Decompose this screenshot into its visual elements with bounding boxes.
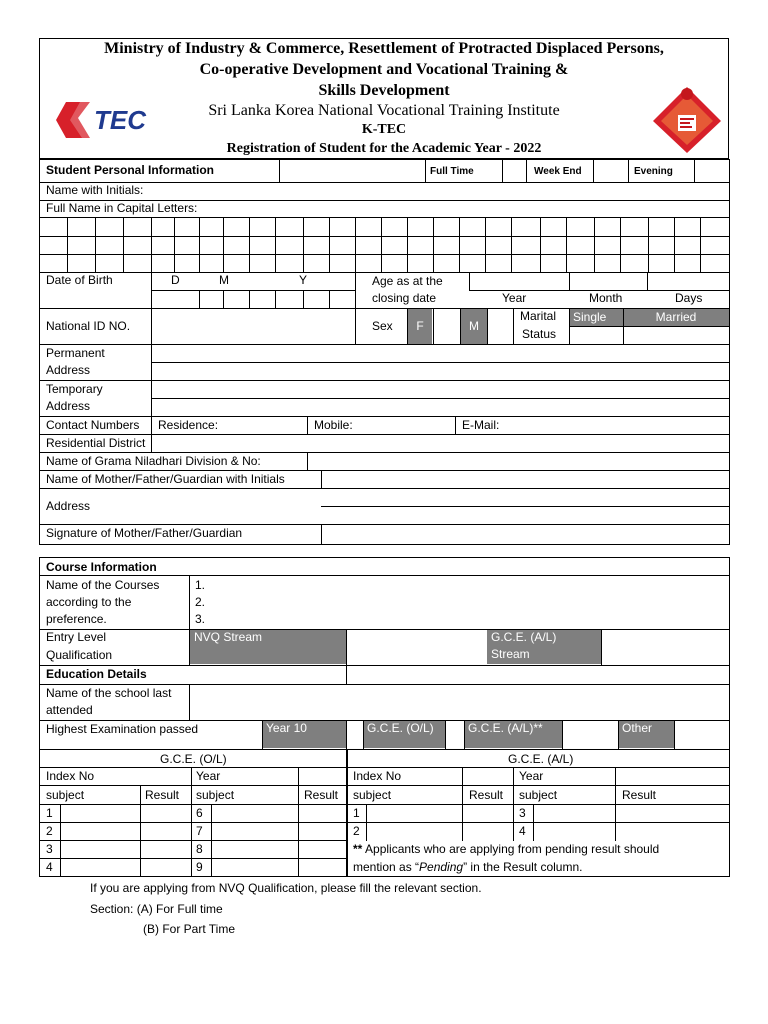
guardian-name-label: Name of Mother/Father/Guardian with Initials	[46, 472, 285, 486]
mobile-label: Mobile:	[314, 418, 353, 432]
ol-row-num: 3	[46, 842, 53, 856]
v-rule	[460, 308, 461, 345]
v-rule	[151, 217, 152, 273]
h-rule	[39, 822, 730, 823]
v-rule	[347, 749, 348, 877]
v-rule	[648, 217, 649, 273]
course-info-title: Course Information	[46, 560, 157, 574]
v-rule	[513, 767, 514, 841]
pending-note-text-b: mention as “	[353, 860, 420, 874]
email-label: E-Mail:	[462, 418, 500, 432]
h-rule	[39, 272, 730, 273]
v-rule	[189, 684, 190, 721]
h-rule	[39, 159, 730, 160]
v-rule	[502, 159, 503, 183]
dob-label: Date of Birth	[46, 273, 113, 287]
district-label: Residential District	[46, 436, 146, 450]
v-rule	[329, 217, 330, 273]
v-rule	[526, 159, 527, 183]
v-rule	[485, 217, 486, 273]
v-rule	[647, 272, 648, 291]
v-rule	[464, 720, 465, 750]
v-rule	[425, 159, 426, 183]
v-rule	[199, 217, 200, 273]
v-rule	[469, 272, 470, 291]
guardian-address-label: Address	[46, 499, 91, 513]
pending-note-line-2	[353, 859, 582, 876]
courses-label-1: Name of the Courses	[46, 578, 160, 592]
sex-male-option[interactable]: M	[461, 309, 487, 344]
permanent-label-2: Address	[46, 363, 91, 377]
v-rule	[455, 416, 456, 435]
v-rule	[615, 767, 616, 841]
v-rule	[95, 217, 96, 273]
v-rule	[39, 159, 40, 545]
v-rule	[729, 557, 730, 877]
v-rule	[618, 720, 619, 750]
v-rule	[189, 575, 190, 666]
v-rule	[275, 217, 276, 273]
pending-note-stars: **	[353, 842, 363, 856]
al-row-num: 2	[353, 824, 360, 838]
v-rule	[462, 767, 463, 841]
v-rule	[39, 557, 40, 877]
h-rule	[39, 488, 730, 489]
personal-info-title: Student Personal Information	[46, 163, 215, 177]
ministry-line-1: Ministry of Industry & Commerce, Resettlement of Protracted Displaced Persons,	[104, 40, 664, 57]
v-rule	[174, 217, 175, 273]
pending-note-text-a: Applicants who are applying from pending result should	[362, 842, 660, 856]
institute-name: Sri Lanka Korea National Vocational Training Institute	[208, 102, 560, 119]
name-initials-label: Name with Initials:	[46, 183, 144, 197]
education-details-title: Education Details	[46, 667, 147, 681]
v-rule	[459, 217, 460, 273]
h-rule	[39, 749, 730, 750]
v-rule	[363, 720, 364, 750]
nvq-note: If you are applying from NVQ Qualification, please fill the relevant section.	[90, 881, 482, 895]
v-rule	[620, 217, 621, 273]
institute-short-name: K-TEC	[361, 122, 407, 137]
ol-row-num: 7	[196, 824, 203, 838]
v-rule	[569, 308, 570, 345]
v-rule	[262, 720, 263, 750]
al-subject-header-1: subject	[353, 788, 392, 802]
gce-al-stream-label-2: Stream	[491, 647, 530, 661]
pending-note-keyword: Pending	[419, 860, 464, 874]
h-rule	[39, 470, 730, 471]
h-rule	[39, 524, 730, 525]
h-rule	[39, 544, 730, 545]
v-rule	[307, 452, 308, 471]
v-rule	[566, 217, 567, 273]
h-rule	[151, 290, 356, 291]
age-year-label: Year	[502, 291, 527, 305]
v-rule	[511, 217, 512, 273]
h-rule	[39, 380, 730, 381]
h-rule	[39, 344, 730, 345]
nvq-stream-option[interactable]: NVQ Stream	[190, 629, 346, 664]
v-rule	[569, 272, 570, 291]
sex-female-option[interactable]: F	[408, 309, 432, 344]
v-rule	[140, 785, 141, 877]
ktec-logo-text: TEC	[94, 105, 146, 135]
full-name-label: Full Name in Capital Letters:	[46, 201, 198, 215]
v-rule	[249, 290, 250, 309]
ol-row-num: 1	[46, 806, 53, 820]
nic-label: National ID NO.	[46, 319, 131, 333]
registration-title: Registration of Student for the Academic Year - 2022	[226, 141, 542, 156]
v-rule	[623, 308, 624, 345]
v-rule	[67, 217, 68, 273]
temporary-label-1: Temporary	[46, 382, 103, 396]
v-rule	[381, 217, 382, 273]
pending-note-text-c: ” in the Result column.	[463, 860, 583, 874]
v-rule	[321, 524, 322, 545]
h-rule	[39, 254, 730, 255]
h-rule	[39, 416, 730, 417]
v-rule	[355, 272, 356, 309]
marital-label-2: Status	[522, 327, 557, 341]
v-rule	[199, 290, 200, 309]
age-days-label: Days	[675, 291, 703, 305]
v-rule	[275, 290, 276, 309]
v-rule	[594, 217, 595, 273]
ol-row-num: 4	[46, 860, 53, 874]
al-year-label: Year	[519, 769, 544, 783]
marital-label-1: Marital	[520, 309, 557, 323]
ol-row-num: 9	[196, 860, 203, 874]
dob-day-label: D	[171, 273, 180, 287]
h-rule	[39, 684, 730, 685]
guardian-signature-label: Signature of Mother/Father/Guardian	[46, 526, 243, 540]
h-rule	[39, 434, 730, 435]
ol-year-label: Year	[196, 769, 221, 783]
courses-label-3: preference.	[46, 612, 107, 626]
entry-level-label-1: Entry Level	[46, 630, 107, 644]
ol-result-header-2: Result	[304, 788, 339, 802]
v-rule	[533, 804, 534, 841]
al-row-num: 3	[519, 806, 526, 820]
h-rule	[39, 720, 730, 721]
v-rule	[407, 217, 408, 273]
course-pref-3: 3.	[195, 612, 206, 626]
age-month-label: Month	[589, 291, 623, 305]
h-rule	[39, 308, 730, 309]
al-results-heading: G.C.E. (A/L)	[508, 752, 574, 766]
ol-index-label: Index No	[46, 769, 95, 783]
temporary-label-2: Address	[46, 399, 91, 413]
v-rule	[151, 344, 152, 417]
h-rule	[39, 182, 730, 183]
v-rule	[366, 804, 367, 841]
evening-label: Evening	[634, 166, 673, 177]
sex-label: Sex	[372, 319, 393, 333]
v-rule	[562, 720, 563, 750]
h-rule	[39, 804, 730, 805]
other-option[interactable]: Other	[618, 720, 674, 748]
v-rule	[601, 629, 602, 666]
section-a-note: Section: (A) For Full time	[90, 902, 223, 916]
v-rule	[346, 665, 347, 685]
v-rule	[540, 217, 541, 273]
ol-subject-header-2: subject	[196, 788, 235, 802]
school-label-1: Name of the school last	[46, 686, 172, 700]
courses-label-2: according to the	[46, 595, 132, 609]
v-rule	[346, 720, 347, 750]
v-rule	[513, 308, 514, 345]
v-rule	[249, 217, 250, 273]
dob-year-label: Y	[299, 273, 308, 287]
al-result-header-2: Result	[622, 788, 657, 802]
section-b-note: (B) For Part Time	[143, 922, 236, 936]
v-rule	[151, 308, 152, 345]
year10-option[interactable]: Year 10	[262, 720, 346, 748]
entry-level-label-2: Qualification	[46, 648, 113, 662]
ministry-line-2: Co-operative Development and Vocational Training &	[199, 61, 569, 78]
v-rule	[151, 272, 152, 309]
residence-label: Residence:	[158, 418, 219, 432]
h-rule	[39, 876, 730, 877]
v-rule	[355, 308, 356, 345]
v-rule	[151, 434, 152, 453]
v-rule	[223, 290, 224, 309]
age-label-2: closing date	[372, 291, 437, 305]
full-time-label: Full Time	[430, 166, 474, 177]
h-rule	[39, 629, 730, 630]
h-rule	[151, 362, 730, 363]
pending-note-line-1	[353, 841, 659, 858]
h-rule	[151, 398, 730, 399]
gce-al-stream-option[interactable]	[487, 629, 601, 664]
h-rule	[39, 452, 730, 453]
ol-row-num: 2	[46, 824, 53, 838]
v-rule	[593, 159, 594, 183]
ol-results-heading: G.C.E. (O/L)	[160, 752, 227, 766]
gn-division-label: Name of Grama Niladhari Division & No:	[46, 454, 261, 468]
v-rule	[279, 159, 280, 183]
v-rule	[329, 290, 330, 309]
highest-exam-label: Highest Examination passed	[46, 722, 199, 736]
h-rule	[39, 785, 730, 786]
ol-row-num: 6	[196, 806, 203, 820]
v-rule	[60, 804, 61, 877]
marital-married-option[interactable]: Married	[623, 309, 729, 327]
v-rule	[355, 217, 356, 273]
ministry-line-3: Skills Development	[318, 82, 450, 99]
v-rule	[445, 720, 446, 750]
h-rule	[39, 858, 348, 859]
h-rule	[39, 575, 730, 576]
v-rule	[298, 767, 299, 877]
al-index-label: Index No	[353, 769, 402, 783]
h-rule	[39, 665, 730, 666]
v-rule	[487, 308, 488, 345]
v-rule	[674, 720, 675, 750]
h-rule	[321, 506, 730, 507]
v-rule	[433, 308, 434, 345]
ol-result-header-1: Result	[145, 788, 180, 802]
v-rule	[191, 767, 192, 877]
v-rule	[223, 217, 224, 273]
v-rule	[700, 217, 701, 273]
h-rule	[469, 290, 730, 291]
v-rule	[628, 159, 629, 183]
h-rule	[39, 236, 730, 237]
h-rule	[39, 557, 730, 558]
v-rule	[321, 470, 322, 489]
v-rule	[123, 217, 124, 273]
contact-label: Contact Numbers	[46, 418, 140, 432]
v-rule	[307, 416, 308, 435]
course-pref-2: 2.	[195, 595, 206, 609]
gce-ol-option[interactable]: G.C.E. (O/L)	[363, 720, 445, 748]
h-rule	[569, 326, 730, 327]
course-pref-1: 1.	[195, 578, 206, 592]
h-rule	[39, 767, 730, 768]
al-result-header-1: Result	[469, 788, 504, 802]
v-rule	[674, 217, 675, 273]
gce-al-option[interactable]: G.C.E. (A/L)**	[464, 720, 562, 748]
marital-single-option[interactable]: Single	[569, 309, 623, 327]
h-rule	[39, 840, 348, 841]
v-rule	[433, 217, 434, 273]
dob-month-label: M	[219, 273, 229, 287]
gce-al-stream-label-1: G.C.E. (A/L)	[491, 630, 557, 644]
v-rule	[729, 159, 730, 545]
school-label-2: attended	[46, 703, 93, 717]
v-rule	[303, 217, 304, 273]
ol-row-num: 8	[196, 842, 203, 856]
v-rule	[346, 629, 347, 666]
v-rule	[151, 416, 152, 435]
ktec-logo-icon	[52, 96, 187, 146]
al-row-num: 4	[519, 824, 526, 838]
v-rule	[211, 804, 212, 877]
week-end-label: Week End	[534, 166, 582, 177]
h-rule	[39, 217, 730, 218]
v-rule	[303, 290, 304, 309]
permanent-label-1: Permanent	[46, 346, 105, 360]
age-label-1: Age as at the	[372, 274, 443, 288]
h-rule	[39, 200, 730, 201]
v-rule	[407, 308, 408, 345]
al-row-num: 1	[353, 806, 360, 820]
al-subject-header-2: subject	[519, 788, 558, 802]
v-rule	[694, 159, 695, 183]
ol-subject-header-1: subject	[46, 788, 85, 802]
emblem-logo-icon	[651, 81, 723, 155]
